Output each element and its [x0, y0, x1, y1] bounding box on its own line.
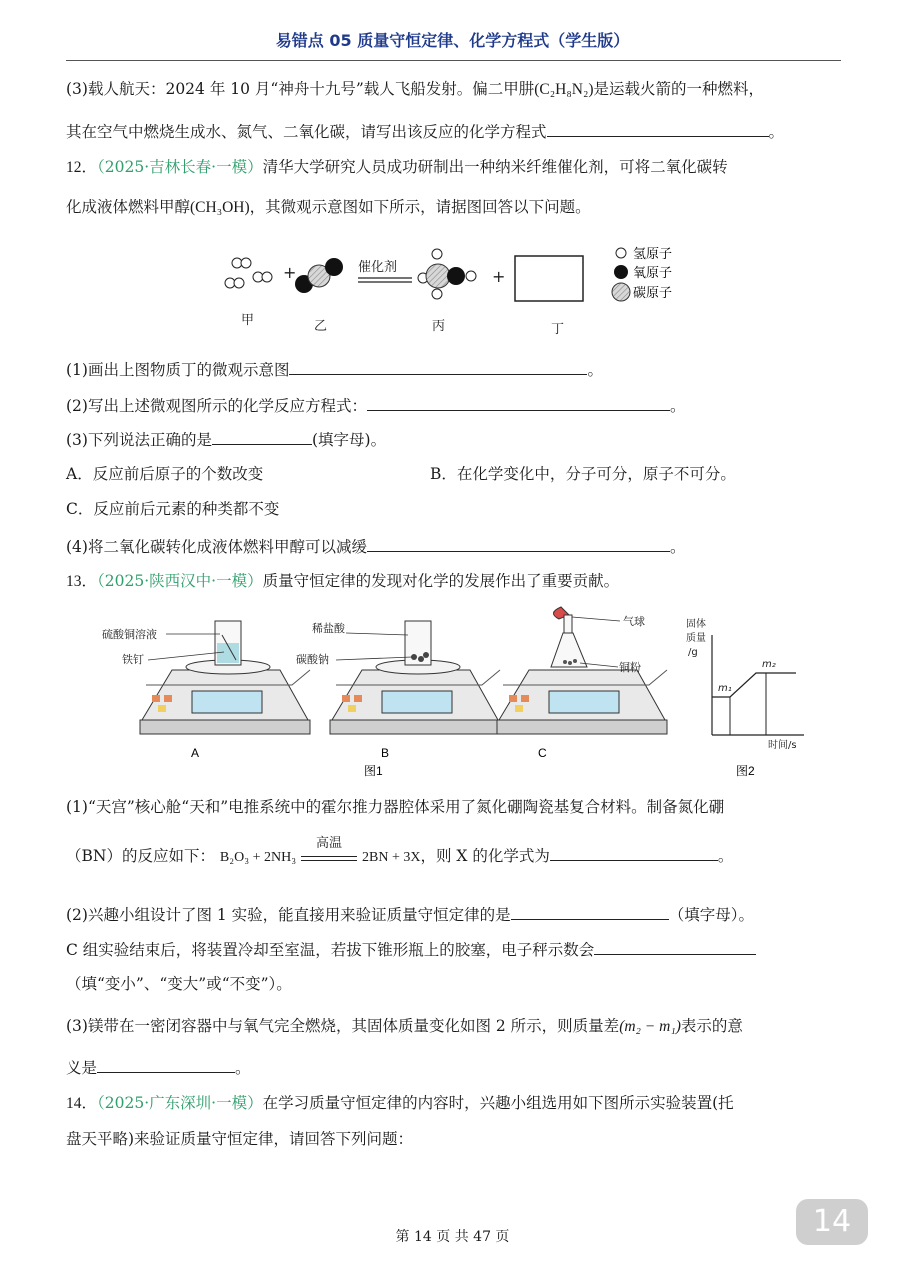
- label-yi: 乙: [314, 319, 328, 334]
- label-sodium-carbonate: 碳酸钠: [296, 653, 329, 666]
- label-bing: 丙: [432, 319, 446, 334]
- q12-p4-text: (4)将二氧化碳转化成液体燃料甲醇可以减缓: [66, 538, 367, 556]
- q13-p2-line2-text: C 组实验结束后，将装置冷却至室温，若拔下锥形瓶上的胶塞，电子秤示数会: [66, 941, 595, 959]
- page-header-title: 易错点 05 质量守恒定律、化学方程式（学生版）: [275, 31, 630, 50]
- jia-hydrogen-molecules: [225, 258, 272, 288]
- q12-p4: [66, 537, 685, 557]
- punct: 。: [587, 361, 603, 379]
- scale-a: [140, 621, 310, 734]
- question-source: （2025·吉林长春·一模）: [97, 158, 263, 176]
- scale-b: [330, 621, 500, 734]
- q12-molecular-diagram: [215, 236, 695, 346]
- question-source: （2025·陕西汉中·一模）: [97, 572, 263, 590]
- q12-text: 清华大学研究人员成功研制出一种纳米纤维催化剂，可将二氧化碳转: [262, 158, 728, 176]
- punct: 。: [235, 1059, 251, 1077]
- answer-blank[interactable]: [367, 396, 670, 411]
- answer-blank[interactable]: [511, 905, 669, 920]
- label-iron-nail: 铁钉: [122, 653, 144, 666]
- q11-part3-tail: 是运载火箭的一种燃料，: [593, 80, 765, 98]
- graph-ylabel-line3: /g: [688, 647, 698, 658]
- q14-line1: [66, 1094, 734, 1114]
- label-jia: 甲: [241, 313, 255, 328]
- q12-option-a: A．反应前后原子的个数改变: [66, 465, 264, 483]
- label-setup-b: B: [381, 746, 390, 760]
- q13-p3-formula: (m₂ − m₁): [619, 1018, 681, 1035]
- q13-p3-line1: [66, 1017, 743, 1037]
- punct: 。: [717, 847, 734, 865]
- q13-experiment-figure: [96, 605, 816, 785]
- graph-m1-label: m₁: [718, 683, 732, 694]
- q12-p2-text: (2)写出上述微观图所示的化学反应方程式：: [66, 397, 367, 415]
- graph-ylabel-line1: 固体: [686, 619, 706, 630]
- figure2-caption: 图2: [736, 764, 755, 778]
- answer-blank[interactable]: [547, 122, 769, 137]
- label-setup-a: A: [191, 746, 200, 760]
- bing-methanol-molecule: [418, 249, 476, 299]
- q12-p1-text: (1)画出上图物质丁的微观示意图: [66, 361, 290, 379]
- q11-part3-line2: [66, 122, 784, 142]
- label-dilute-hcl: 稀盐酸: [312, 622, 345, 635]
- legend-hydrogen: 氢原子: [633, 247, 673, 262]
- figure1-caption: 图1: [364, 764, 383, 778]
- punct: 。: [669, 538, 686, 556]
- punct: 。: [669, 397, 686, 415]
- atom-legend: [612, 247, 672, 301]
- question-number: 13．: [66, 573, 98, 590]
- q13-p3-text: (3)镁带在一密闭容器中与氧气完全燃烧，其固体质量变化如图 2 所示，则质量差: [66, 1017, 620, 1035]
- q13-p2-line1: [66, 905, 754, 925]
- leader-line: [346, 633, 408, 635]
- leader-line: [572, 617, 620, 621]
- q13-p2-text: (2)兴趣小组设计了图 1 实验，能直接用来验证质量守恒定律的是: [66, 906, 511, 924]
- q12-p3-tail: (填字母)。: [311, 431, 387, 449]
- mass-time-graph: [686, 617, 804, 778]
- q13-p1-line2b: ，则 X 的化学式为: [420, 847, 550, 865]
- q12-line2-tail: ，其微观示意图如下所示，请据图回答以下问题。: [249, 198, 591, 216]
- legend-oxygen: 氧原子: [633, 266, 673, 281]
- q13-p1-line2a: （BN）的反应如下：: [66, 847, 215, 865]
- plus-sign: +: [283, 263, 297, 282]
- page-number-badge[interactable]: 14: [796, 1199, 868, 1245]
- punct: 。: [768, 123, 785, 141]
- answer-blank[interactable]: [212, 430, 312, 445]
- q13-p2-line3: （填“变小”、“变大”或“不变”）。: [66, 975, 292, 993]
- q11-part3-text: (3)载人航天：2024 年 10 月“神舟十九号”载人飞船发射。偏二甲肼: [66, 80, 535, 98]
- label-balloon: 气球: [623, 615, 645, 628]
- header-divider: [66, 60, 841, 61]
- label-setup-c: C: [538, 746, 547, 760]
- question-number: 14．: [66, 1095, 98, 1112]
- leader-line: [336, 657, 412, 660]
- label-copper-sulfate: 硫酸铜溶液: [102, 628, 157, 641]
- q13-p1-line1: (1)“天宫”核心舱“天和”电推系统中的霍尔推力器腔体采用了氮化硼陶瓷基复合材料。制备氮化硼: [66, 798, 725, 816]
- q12-formula: (CH₃OH): [190, 199, 250, 216]
- q12-option-b: B．在化学变化中，分子可分，原子不可分。: [430, 465, 736, 483]
- q13-line1: [66, 572, 619, 592]
- plus-sign-2: +: [492, 267, 506, 286]
- label-copper-powder: 铜粉: [619, 661, 641, 674]
- q14-line2: 盘天平略)来验证质量守恒定律，请回答下列问题：: [66, 1130, 414, 1148]
- q13-p3-line2: [66, 1058, 251, 1078]
- q12-p3: [66, 430, 386, 450]
- q14-text: 在学习质量守恒定律的内容时，兴趣小组选用如下图所示实验装置(托: [262, 1094, 734, 1112]
- q11-part3-line2-text: 其在空气中燃烧生成水、氮气、二氧化碳，请写出该反应的化学方程式: [66, 123, 547, 141]
- q13-p3-tail: 表示的意: [680, 1017, 743, 1035]
- answer-blank[interactable]: [594, 940, 756, 955]
- q12-p1: [66, 360, 603, 380]
- q12-p3-text: (3)下列说法正确的是: [66, 431, 212, 449]
- label-ding: 丁: [551, 322, 565, 337]
- answer-blank[interactable]: [97, 1058, 235, 1073]
- q13-text: 质量守恒定律的发现对化学的发展作出了重要贡献。: [262, 572, 620, 590]
- answer-blank[interactable]: [289, 360, 587, 375]
- q12-option-c: C．反应前后元素的种类都不变: [66, 500, 280, 518]
- equation-reactants: B₂O₃ + 2NH₃: [219, 850, 297, 865]
- condition-label: 高温: [316, 835, 343, 851]
- graph-m2-label: m₂: [762, 659, 776, 670]
- q13-p3-line2-text: 义是: [66, 1059, 98, 1077]
- q13-p2-tail: （填字母）。: [668, 906, 754, 924]
- answer-blank[interactable]: [550, 846, 718, 861]
- graph-ylabel-line2: 质量: [686, 633, 706, 644]
- ding-empty-box: [515, 256, 583, 301]
- q13-p1-line2: [66, 835, 734, 867]
- q12-line2: [66, 198, 591, 218]
- q11-part3-line1: [66, 80, 764, 100]
- question-source: （2025·广东深圳·一模）: [97, 1094, 263, 1112]
- yi-co2-molecule: [295, 258, 343, 293]
- equation-products: 2BN + 3X: [362, 850, 421, 865]
- leader-line: [148, 652, 224, 660]
- catalyst-label: 催化剂: [358, 260, 398, 275]
- q12-line1: [66, 158, 728, 178]
- q12-p2: [66, 396, 685, 416]
- legend-carbon: 碳原子: [633, 286, 673, 301]
- equation-condition: [301, 835, 357, 861]
- answer-blank[interactable]: [367, 537, 670, 552]
- page-number-footer: 第 14 页 共 47 页: [395, 1229, 510, 1245]
- graph-xlabel: 时间/s: [768, 740, 797, 751]
- q11-formula: (C₂H₈N₂): [534, 81, 594, 98]
- q12-line2-text: 化成液体燃料甲醇: [66, 198, 191, 216]
- q13-p2-line2: [66, 940, 756, 960]
- question-number: 12．: [66, 159, 98, 176]
